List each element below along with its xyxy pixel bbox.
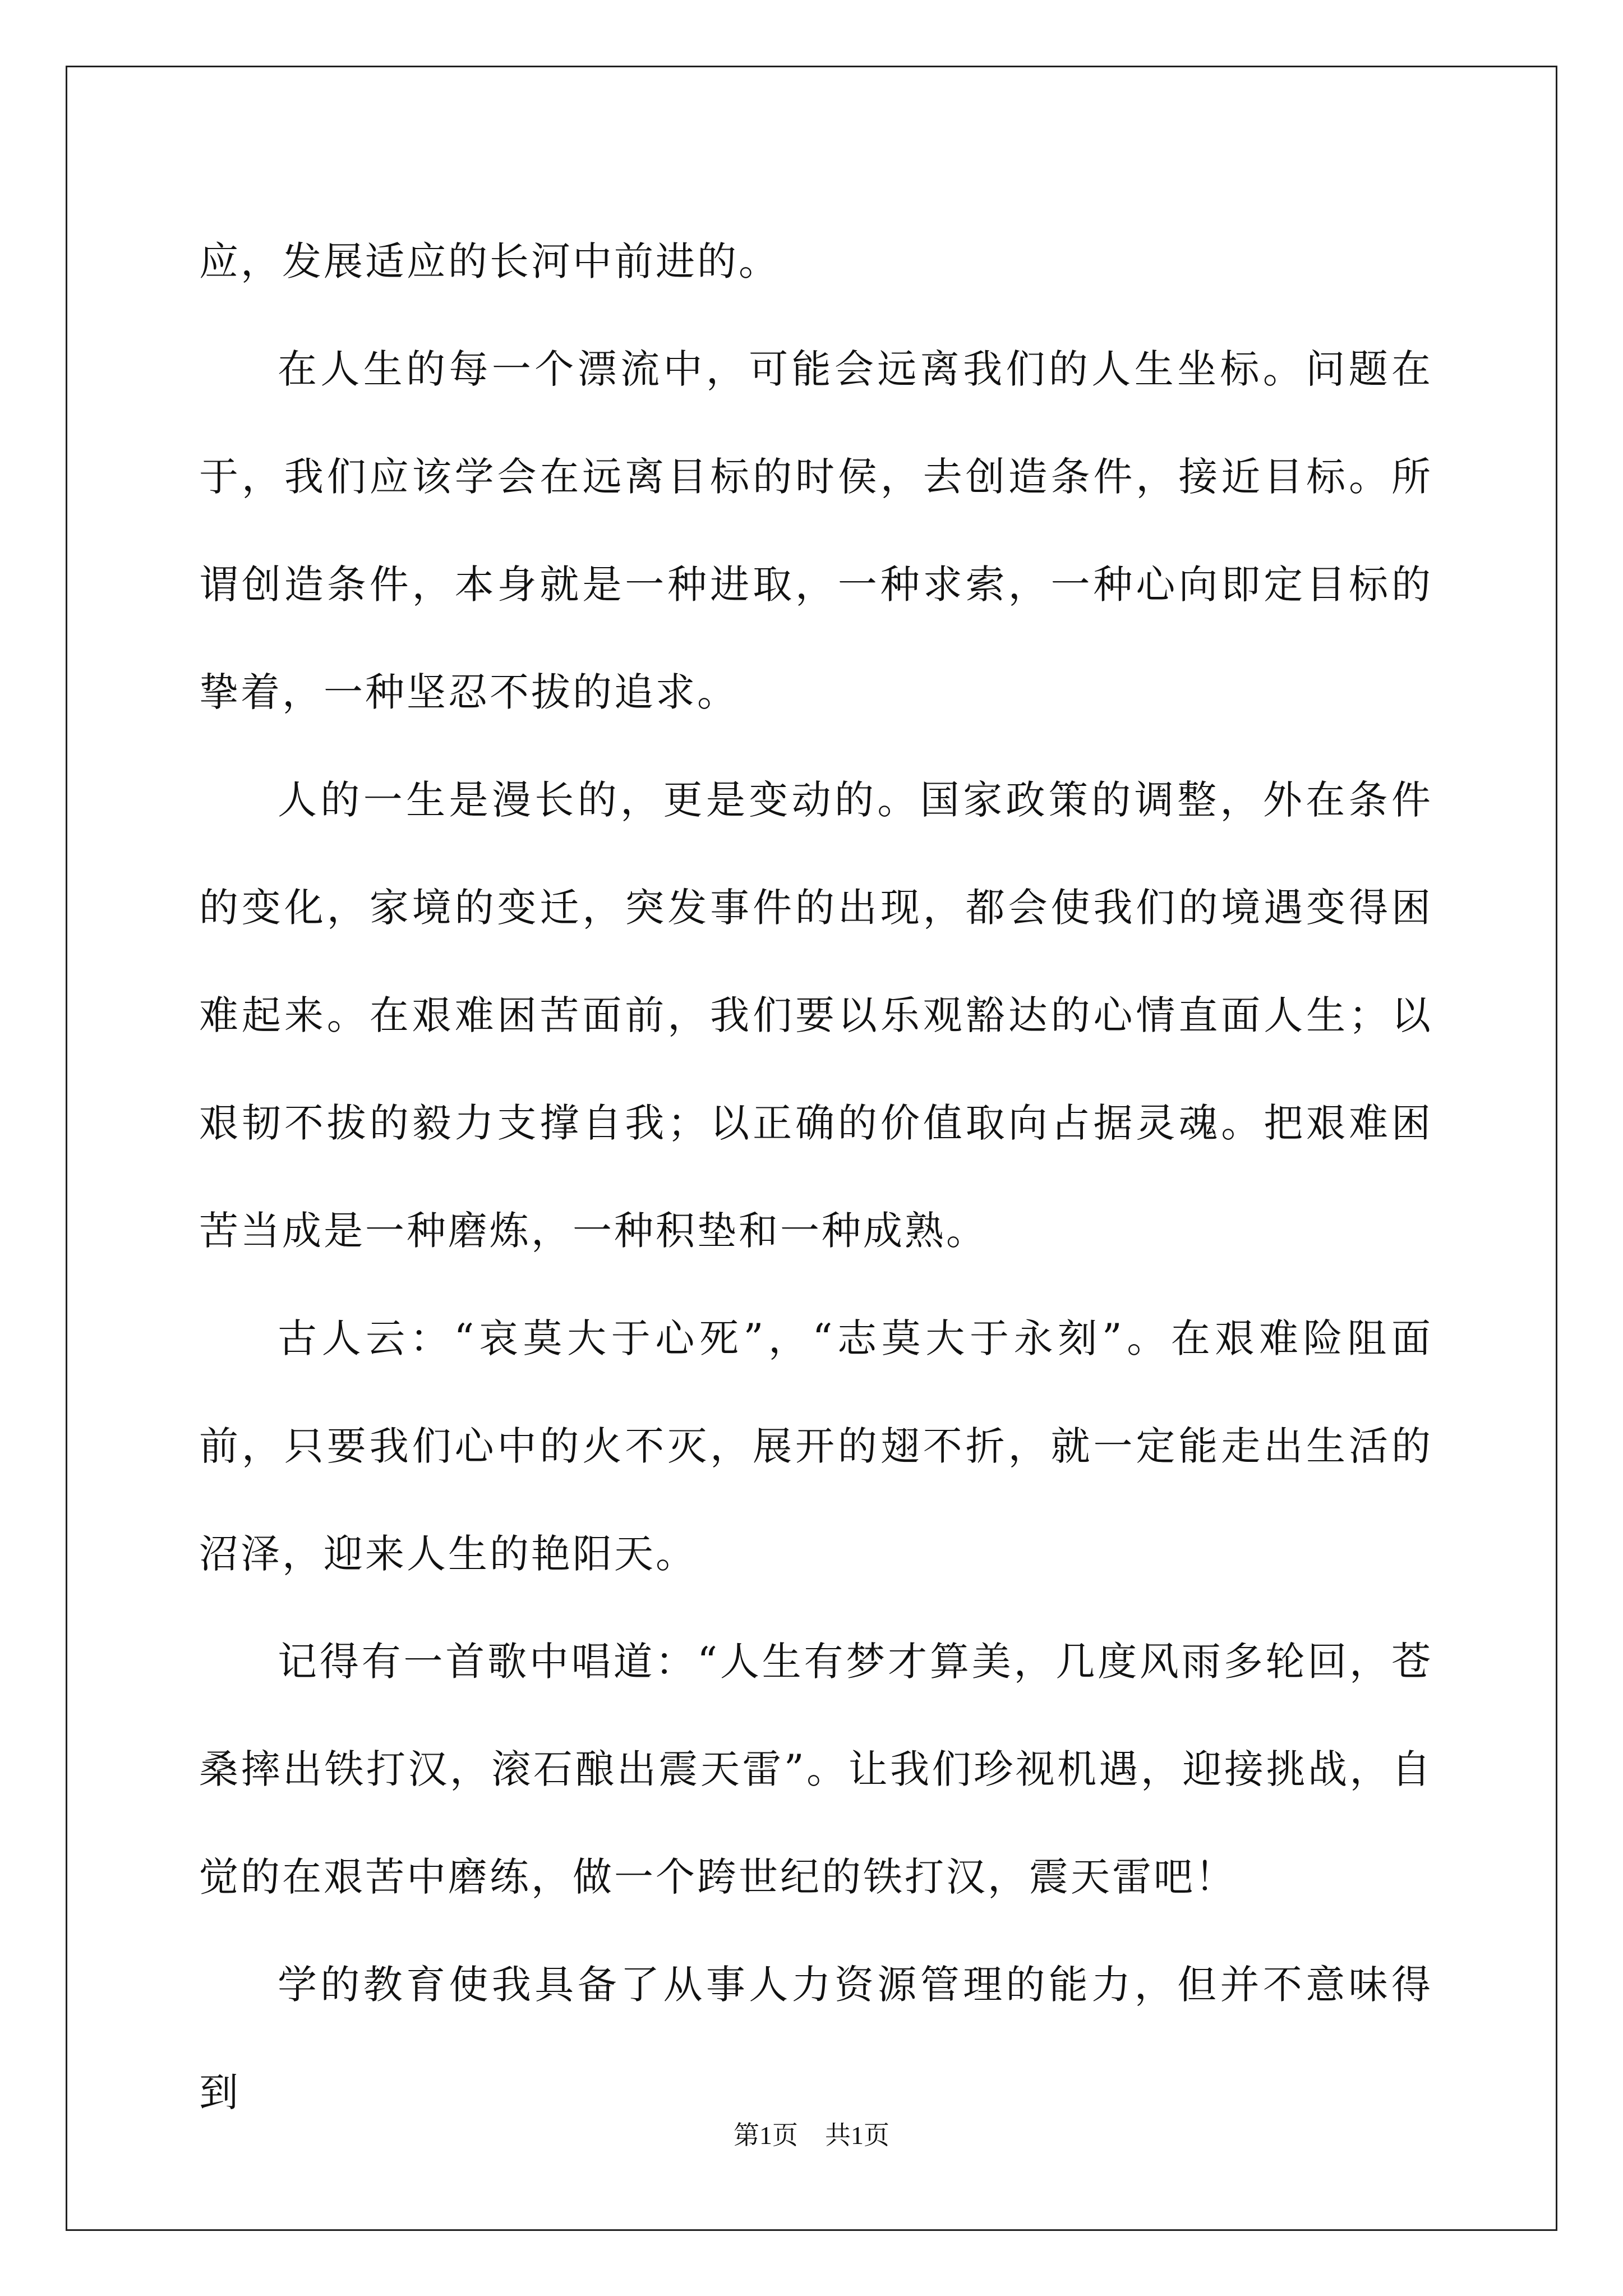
document-body (199, 208, 1433, 2146)
paragraph-4: 古人云：“哀莫大于心死”，“志莫大于永刻”。在艰难险阻面前，只要我们心中的火不灭，展开的翅不折，就一定能走出生活的沼泽，迎来人生的艳阳天。 (199, 1315, 1433, 1577)
paragraph-1: 应，发展适应的长河中前进的。 (199, 238, 780, 284)
page-footer (0, 2115, 1623, 2152)
page-total: 共1页 (825, 2121, 889, 2150)
paragraph-6: 学的教育使我具备了从事人力资源管理的能力，但并不意味得到 (199, 1962, 1433, 2115)
paragraph-5: 记得有一首歌中唱道：“人生有梦才算美，几度风雨多轮回，苍桑摔出铁打汉，滚石酿出震天雷”。让我们珍视机遇，迎接挑战，自觉的在艰苦中磨练，做一个跨世纪的铁打汉，震天雷吧！ (199, 1639, 1433, 1900)
paragraph-3: 人的一生是漫长的，更是变动的。国家政策的调整，外在条件的变化，家境的变迁，突发事件的出现，都会使我们的境遇变得困难起来。在艰难困苦面前，我们要以乐观豁达的心情直面人生；以艰韧不拔的毅力支撑自我；以正确的价值取向占据灵魂。把艰难困苦当成是一种磨炼，一种积垫和一种成熟。 (199, 777, 1433, 1254)
page-number: 第1页 (734, 2121, 798, 2150)
paragraph-2: 在人生的每一个漂流中，可能会远离我们的人生坐标。问题在于，我们应该学会在远离目标的时侯，去创造条件，接近目标。所谓创造条件，本身就是一种进取，一种求索，一种心向即定目标的挚着，一种坚忍不拔的追求。 (199, 346, 1433, 715)
